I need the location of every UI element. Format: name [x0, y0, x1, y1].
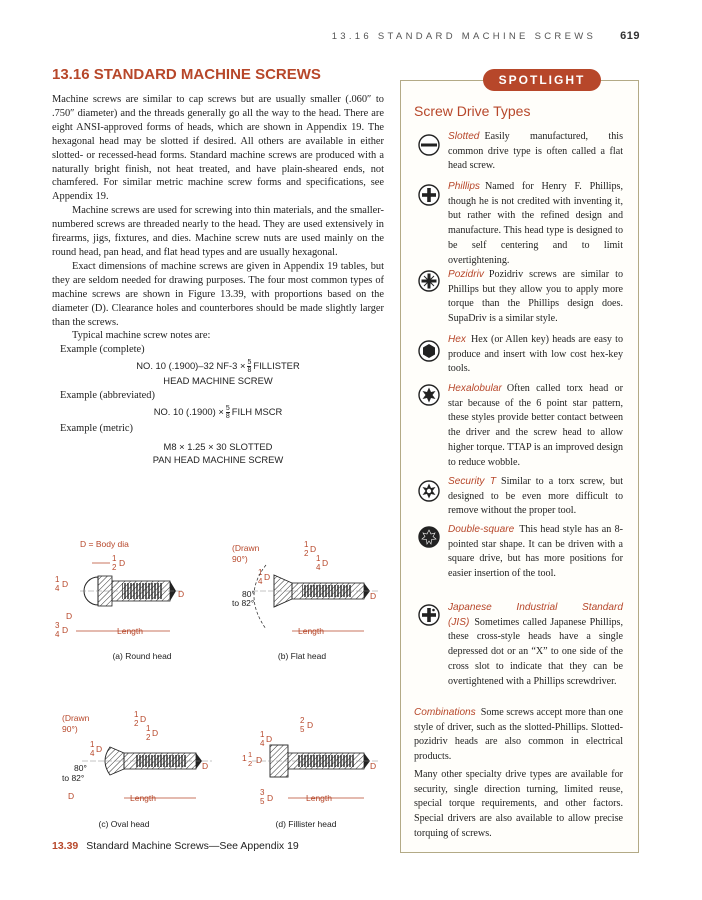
- example-abbreviated-note: [52, 405, 384, 420]
- angle-range-label: to 82°: [232, 598, 255, 608]
- figure-number: 13.39: [52, 840, 79, 852]
- slotted-drive-icon: [418, 134, 440, 156]
- drive-description: Often called torx head or star because of the 6 point star pattern, these styles provide better contact between the driver and the screw head to allow higher torque. TTAP is an improved design to reduce wobble.: [448, 383, 623, 468]
- page-number: 619: [620, 30, 640, 42]
- double-square-drive-icon: [418, 526, 440, 548]
- caption-round-head: (a) Round head: [112, 651, 172, 661]
- drive-description: Named for Henry F. Phillips, though he is not credited with inventing it, but rather with the refined design and manufacture. This head type is designed to be self centering and to limit overtightening.: [448, 181, 623, 266]
- dim-one: 1: [90, 740, 95, 749]
- dim-d: D: [68, 791, 75, 801]
- figure-13-39-drawings: [52, 535, 392, 835]
- example-metric-label: Example (metric): [60, 423, 133, 435]
- paragraph-2: Machine screws are used for screwing into thin materials, and the smaller-numbered screws are threaded nearly to the head. They are used extensively in firearms, jigs, fixtures, and dies. Machine screw nuts are used mainly on the round head, pan head, and flat head types and are usually hexagonal.: [52, 205, 384, 258]
- figure-caption-text: Standard Machine Screws—See Appendix 19: [86, 840, 299, 852]
- dim-d: D: [310, 544, 317, 554]
- body-dia-label: D = Body dia: [80, 539, 129, 549]
- body-text: [52, 93, 384, 466]
- dim-d: D: [66, 611, 73, 621]
- dim-d: D: [266, 734, 273, 744]
- length-label: Length: [117, 626, 143, 636]
- dim-one: 1: [248, 750, 253, 759]
- dim-four: 4: [55, 584, 60, 593]
- combinations-text: Some screws accept more than one style of driver, such as the slotted-Phillips. Slotted-pozidriv heads are also common in electrical products.: [414, 707, 623, 763]
- dim-two: 2: [248, 759, 253, 768]
- dim-d: D: [152, 728, 159, 738]
- phillips-drive-icon: [418, 184, 440, 206]
- note-line: NO. 10 (.1900) ×: [153, 406, 224, 418]
- drive-type-double-square: [448, 523, 623, 582]
- drive-name: Phillips: [448, 181, 480, 192]
- dim-two: 2: [146, 733, 151, 742]
- dim-four: 4: [260, 739, 265, 748]
- dim-one: 1: [316, 554, 321, 563]
- dim-d: D: [307, 720, 314, 730]
- drawn-label: (Drawn: [232, 543, 260, 553]
- dim-d: D: [267, 793, 274, 803]
- drive-type-hexalobular: [448, 382, 623, 470]
- paragraph-4: Typical machine screw notes are:: [72, 330, 211, 342]
- dim-d: D: [264, 572, 271, 582]
- length-label: Length: [306, 793, 332, 803]
- figure-round-head: [55, 539, 184, 661]
- drive-type-hex: [448, 333, 623, 377]
- dim-d: D: [256, 755, 263, 765]
- example-metric-note: [52, 440, 384, 466]
- dim-five: 5: [260, 797, 265, 806]
- dim-two: 2: [112, 563, 117, 572]
- figure-fillister-head: [242, 716, 378, 829]
- drive-description: Easily manufactured, this common drive type is often called a flat head screw.: [448, 131, 623, 172]
- figure-flat-head: [232, 540, 378, 661]
- dim-three: 3: [260, 788, 265, 797]
- dim-one: 1: [242, 753, 247, 763]
- length-label: Length: [130, 793, 156, 803]
- drive-type-phillips: [448, 180, 623, 268]
- dim-four: 4: [90, 749, 95, 758]
- caption-fillister-head: (d) Fillister head: [275, 819, 337, 829]
- paragraph-3: Exact dimensions of machine screws are given in Appendix 19 tables, but they are seldom needed for drawing purposes. The four most common types of machine screws are shown in Figure 13.39, with proportions based on the diameter (D). Clearance holes and counterbores should be made slightly larger than the screws.: [52, 260, 384, 328]
- drive-type-slotted: [448, 130, 623, 174]
- drive-name: Slotted: [448, 131, 480, 142]
- dim-two: 2: [134, 719, 139, 728]
- section-title: 13.16 STANDARD MACHINE SCREWS: [52, 66, 321, 83]
- dim-two: 2: [300, 716, 305, 725]
- drive-description: Similar to a torx screw, but designed to be even more difficult to remove without the proper tool.: [448, 476, 624, 517]
- note-line: NO. 10 (.1900)–32 NF-3 ×: [136, 360, 246, 372]
- spotlight-title: Screw Drive Types: [414, 103, 531, 119]
- dim-one: 1: [260, 730, 265, 739]
- combinations-paragraph: [414, 706, 623, 765]
- dim-d: D: [322, 558, 329, 568]
- dim-one: 1: [146, 724, 151, 733]
- dim-one: 1: [304, 540, 309, 549]
- drive-type-pozidriv: [448, 268, 623, 327]
- drawn-label: (Drawn: [62, 713, 90, 723]
- drive-name: Japanese Industrial Standard (JIS): [448, 602, 623, 628]
- example-complete-label: Example (complete): [60, 344, 145, 356]
- note-line: FILLISTER: [253, 360, 300, 372]
- dim-d: D: [202, 761, 209, 771]
- dim-one: 1: [134, 710, 139, 719]
- angle-label: 80°: [242, 589, 255, 599]
- drawn-angle-label: 90°): [232, 554, 248, 564]
- dim-half: 1: [112, 554, 117, 563]
- note-line: FILH MSCR: [231, 406, 283, 418]
- dim-one: 1: [258, 568, 263, 577]
- caption-flat-head: (b) Flat head: [277, 651, 327, 661]
- dim-d: D: [178, 589, 185, 599]
- spotlight-label: SPOTLIGHT: [483, 69, 601, 91]
- dim-d: D: [62, 625, 69, 635]
- jis-drive-icon: [418, 604, 440, 626]
- dim-d: D: [370, 591, 377, 601]
- figure-caption: [52, 840, 299, 852]
- dim-three: 3: [55, 621, 60, 630]
- dim-four: 4: [316, 563, 321, 572]
- dim-four: 4: [258, 577, 263, 586]
- drive-name: Double-square: [448, 524, 515, 535]
- dim-d: D: [140, 714, 147, 724]
- note-line: M8 × 1.25 × 30 SLOTTED: [163, 441, 273, 453]
- caption-oval-head: (c) Oval head: [98, 819, 150, 829]
- closing-paragraph: Many other specialty drive types are available for security, single direction turning, limited reuse, special torque requirements, and other factors. Special drivers are also available to allow precise torquing of screws.: [414, 769, 623, 839]
- running-title: 13.16 STANDARD MACHINE SCREWS: [331, 31, 597, 42]
- drive-type-security-t: [448, 475, 623, 519]
- dim-quarter: 1: [55, 575, 60, 584]
- drive-name: Hex: [448, 334, 466, 345]
- angle-label: 80°: [74, 763, 87, 773]
- fraction: $\frac{5}{8}$: [247, 359, 252, 375]
- figure-oval-head: [62, 710, 212, 829]
- dim-d: D: [96, 744, 103, 754]
- hex-drive-icon: [418, 340, 440, 362]
- hexalobular-drive-icon: [418, 384, 440, 406]
- drive-description: Sometimes called Japanese Phillips, these cross-style heads have a single depressed dot or an “X” to one side of the cross slot to indicate that they can be overtightened with a Phillips screwdriver.: [448, 616, 623, 687]
- paragraph-1: Machine screws are similar to cap screws but are usually smaller (.060″ to .750″ diameter) and the threads generally go all the way to the head. There are eight ANSI-approved forms of heads, which are shown in Appendix 19. The hexagonal head may be slotted if desired. All others are available in either slotted- or recessed-head forms. Standard machine screws are produced with a naturally bright finish, not heat treated, and have plain-sheared ends, not chamfered. For similar metric machine screw forms and specifications, see Appendix 19.: [52, 94, 384, 203]
- note-line: HEAD MACHINE SCREW: [163, 375, 273, 387]
- dim-two: 2: [304, 549, 309, 558]
- angle-range-label: to 82°: [62, 773, 85, 783]
- example-complete-note: [52, 359, 384, 387]
- example-abbreviated-label: Example (abbreviated): [60, 390, 155, 402]
- drive-name: Hexalobular: [448, 383, 502, 394]
- fraction: $\frac{5}{8}$: [225, 405, 230, 421]
- drive-description: Pozidriv screws are similar to Phillips but they allow you to apply more torque than the Phillips design does. SupaDriv is a similar style.: [448, 269, 623, 325]
- pozidriv-drive-icon: [418, 270, 440, 292]
- security-torx-drive-icon: [418, 480, 440, 502]
- note-line: PAN HEAD MACHINE SCREW: [152, 454, 284, 466]
- drive-description: This head style has an 8-pointed star shape. It can be driven with a square drive, but has more positions for easier insertion of the tool.: [448, 524, 623, 580]
- dim-d: D: [370, 761, 377, 771]
- dim-five: 5: [300, 725, 305, 734]
- drive-name: Pozidriv: [448, 269, 484, 280]
- drive-description: Hex (or Allen key) heads are easy to produce and insert with low cost hex-key tools.: [448, 334, 623, 375]
- drive-name: Security T: [448, 476, 496, 487]
- length-label: Length: [298, 626, 324, 636]
- dim-four: 4: [55, 630, 60, 639]
- dim-d: D: [62, 579, 69, 589]
- drawn-angle-label: 90°): [62, 724, 78, 734]
- running-header: [0, 30, 640, 42]
- combinations-label: Combinations: [414, 707, 476, 718]
- dim-d: D: [119, 558, 126, 568]
- drive-type-jis: [448, 601, 623, 689]
